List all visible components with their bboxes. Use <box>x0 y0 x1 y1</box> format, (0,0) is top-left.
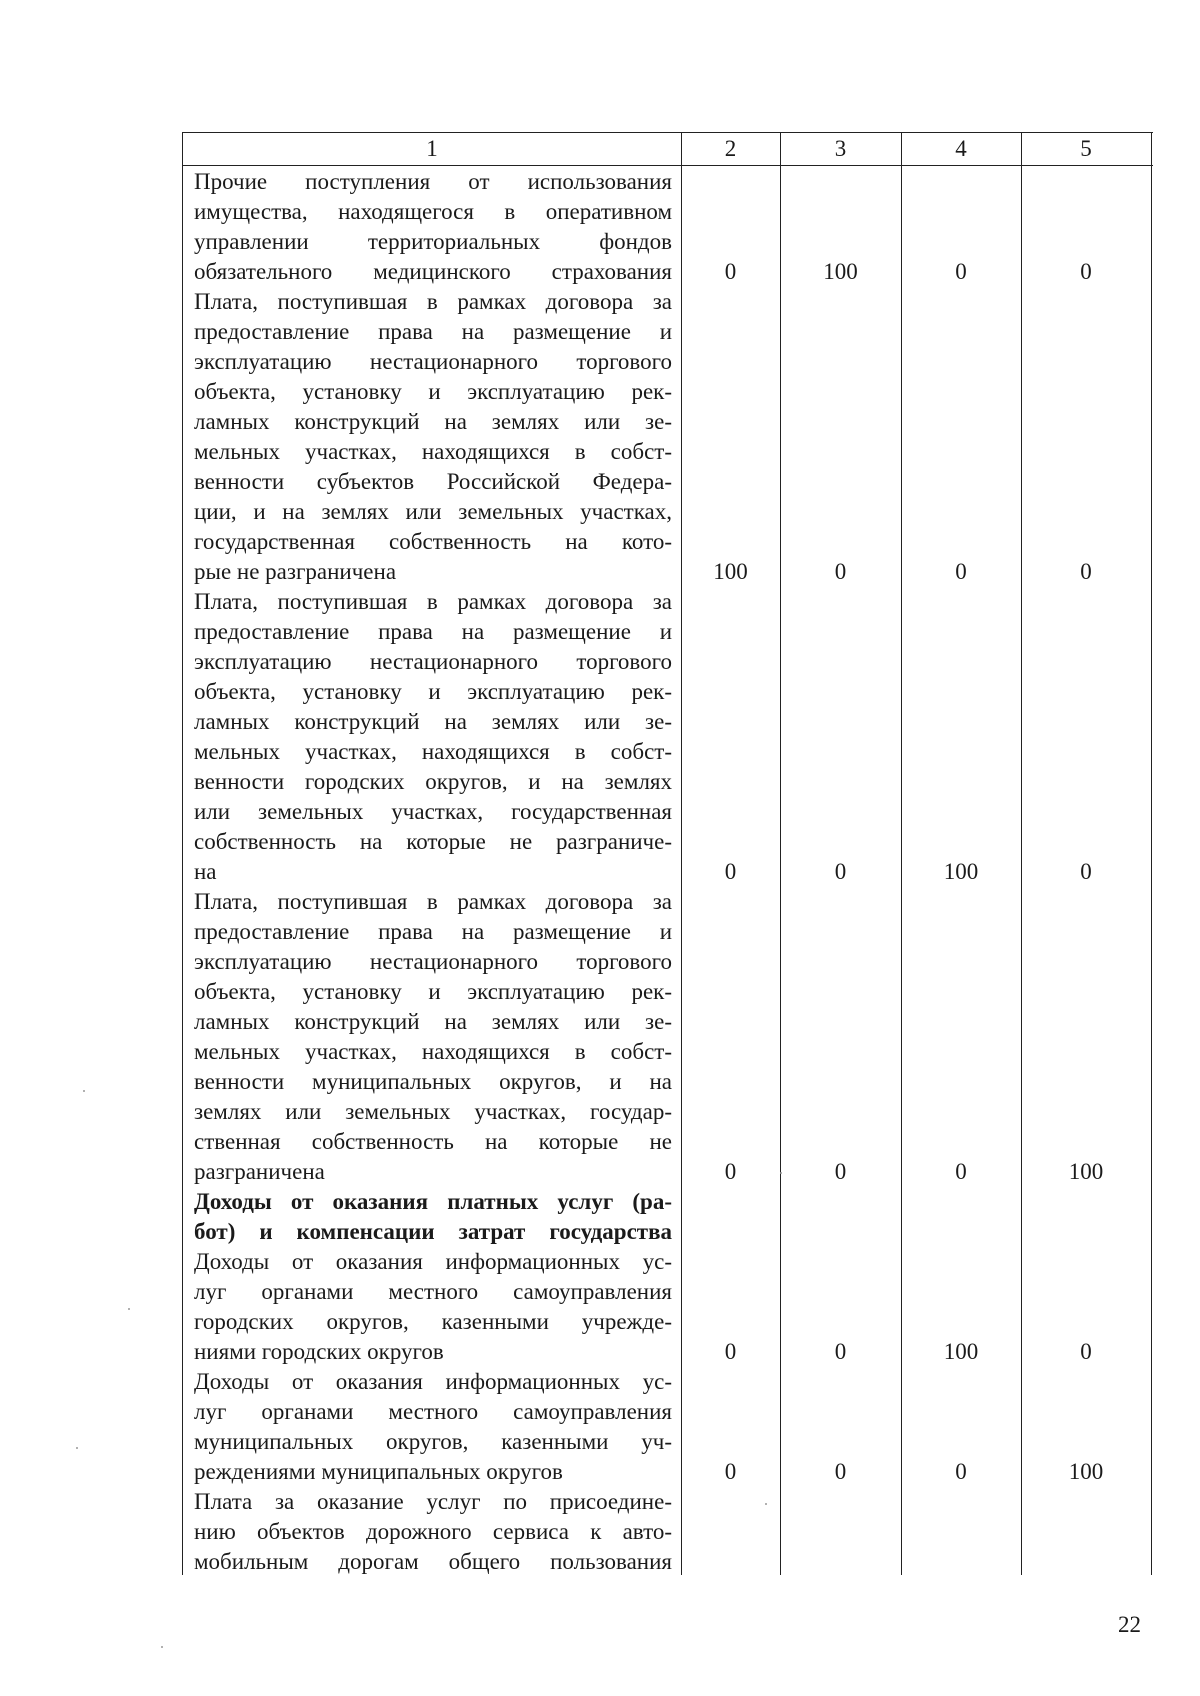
description-line: имущества, находящегося в оперативном <box>194 199 672 224</box>
table-cell-value: 0 <box>724 1459 737 1484</box>
column-divider <box>1151 133 1152 1575</box>
table-cell-value: 0 <box>724 859 737 884</box>
description-line: объекта, установку и эксплуатацию рек- <box>194 679 672 704</box>
section-heading <box>194 1187 672 1247</box>
description-line: мельных участках, находящихся в собст- <box>194 739 672 764</box>
table-cell-value: 0 <box>724 1339 737 1364</box>
column-header-1: 1 <box>426 136 438 161</box>
description-line: или земельных участках, государственная <box>194 799 672 824</box>
description-line: Плата, поступившая в рамках договора за <box>194 589 672 614</box>
scan-speck <box>765 1503 767 1505</box>
table-cell-value: 0 <box>955 559 967 584</box>
page-number: 22 <box>1118 1612 1141 1637</box>
header-divider <box>183 165 1153 166</box>
column-header-4: 4 <box>955 136 967 161</box>
scan-speck <box>161 1646 163 1648</box>
scan-speck <box>76 1447 78 1449</box>
description-line: предоставление права на размещение и <box>194 319 672 344</box>
description-line: обязательного медицинского страхования <box>194 259 672 284</box>
description-line: объекта, установку и эксплуатацию рек- <box>194 379 672 404</box>
table-cell-value: 0 <box>834 1459 847 1484</box>
table-cell-value: 100 <box>1068 1459 1104 1484</box>
description-line: мобильным дорогам общего пользования <box>194 1549 672 1574</box>
scan-speck <box>128 1308 130 1310</box>
table-row-description <box>194 587 672 887</box>
table-cell-value: 0 <box>834 859 847 884</box>
table-cell-value: 0 <box>955 1459 967 1484</box>
column-header-3: 3 <box>834 136 847 161</box>
scan-speck <box>780 1172 782 1174</box>
description-line: Доходы от оказания информационных ус- <box>194 1249 672 1274</box>
description-line: ственная собственность на которые не <box>194 1129 672 1154</box>
revenue-table <box>182 132 1153 1575</box>
table-cell-value: 0 <box>1080 859 1092 884</box>
description-line: разграничена <box>194 1159 325 1184</box>
description-line: эксплуатацию нестационарного торгового <box>194 649 672 674</box>
description-line: луг органами местного самоуправления <box>194 1399 672 1424</box>
description-line: предоставление права на размещение и <box>194 619 672 644</box>
description-line: ниями городских округов <box>194 1339 444 1364</box>
description-line: Плата, поступившая в рамках договора за <box>194 289 672 314</box>
table-cell-value: 0 <box>955 1159 967 1184</box>
description-line: Плата за оказание услуг по присоедине- <box>194 1489 672 1514</box>
column-header-5: 5 <box>1080 136 1092 161</box>
description-line: мельных участках, находящихся в собст- <box>194 1039 672 1064</box>
description-line: Плата, поступившая в рамках договора за <box>194 889 672 914</box>
table-cell-value: 100 <box>1068 1159 1104 1184</box>
table-cell-value: 0 <box>834 1159 847 1184</box>
description-line: Доходы от оказания информационных ус- <box>194 1369 672 1394</box>
description-line: ции, и на землях или земельных участках, <box>194 499 672 524</box>
table-cell-value: 100 <box>943 1339 979 1364</box>
description-line: предоставление права на размещение и <box>194 919 672 944</box>
table-cell-value: 0 <box>1080 559 1092 584</box>
table-row-description <box>194 1367 672 1487</box>
scan-speck <box>83 1090 85 1092</box>
table-cell-value: 0 <box>834 1339 847 1364</box>
description-line: государственная собственность на кото- <box>194 529 672 554</box>
description-line: объекта, установку и эксплуатацию рек- <box>194 979 672 1004</box>
description-line: нию объектов дорожного сервиса к авто- <box>194 1519 672 1544</box>
column-header-2: 2 <box>724 136 737 161</box>
description-line: землях или земельных участках, государ- <box>194 1099 672 1124</box>
description-line: венности городских округов, и на землях <box>194 769 672 794</box>
description-line: на <box>194 859 217 884</box>
table-cell-value: 100 <box>943 859 979 884</box>
description-line: мельных участках, находящихся в собст- <box>194 439 672 464</box>
description-line: венности субъектов Российской Федера- <box>194 469 672 494</box>
description-line: Доходы от оказания платных услуг (ра- <box>194 1189 672 1214</box>
table-row-description <box>194 887 672 1187</box>
description-line: городских округов, казенными учрежде- <box>194 1309 672 1334</box>
description-line: ламных конструкций на землях или зе- <box>194 409 672 434</box>
table-cell-value: 0 <box>1080 259 1092 284</box>
description-line: муниципальных округов, казенными уч- <box>194 1429 672 1454</box>
table-row-description <box>194 167 672 287</box>
table-cell-value: 0 <box>724 1159 737 1184</box>
description-line: рые не разграничена <box>194 559 397 584</box>
description-line: управлении территориальных фондов <box>194 229 672 254</box>
description-line: венности муниципальных округов, и на <box>194 1069 672 1094</box>
table-cell-value: 0 <box>724 259 737 284</box>
table-cell-value: 100 <box>713 559 748 584</box>
table-row-description <box>194 1487 672 1577</box>
description-line: реждениями муниципальных округов <box>194 1459 563 1484</box>
description-line: эксплуатацию нестационарного торгового <box>194 349 672 374</box>
description-line: ламных конструкций на землях или зе- <box>194 709 672 734</box>
table-cell-value: 0 <box>955 259 967 284</box>
description-line: луг органами местного самоуправления <box>194 1279 672 1304</box>
description-line: бот) и компенсации затрат государства <box>194 1219 672 1244</box>
description-line: ламных конструкций на землях или зе- <box>194 1009 672 1034</box>
table-row-description <box>194 287 672 587</box>
table-cell-value: 100 <box>823 259 858 284</box>
table-cell-value: 0 <box>834 559 847 584</box>
description-line: собственность на которые не разграниче- <box>194 829 672 854</box>
table-cell-value: 0 <box>1080 1339 1092 1364</box>
description-line: эксплуатацию нестационарного торгового <box>194 949 672 974</box>
table-row-description <box>194 1247 672 1367</box>
description-line: Прочие поступления от использования <box>194 169 672 194</box>
